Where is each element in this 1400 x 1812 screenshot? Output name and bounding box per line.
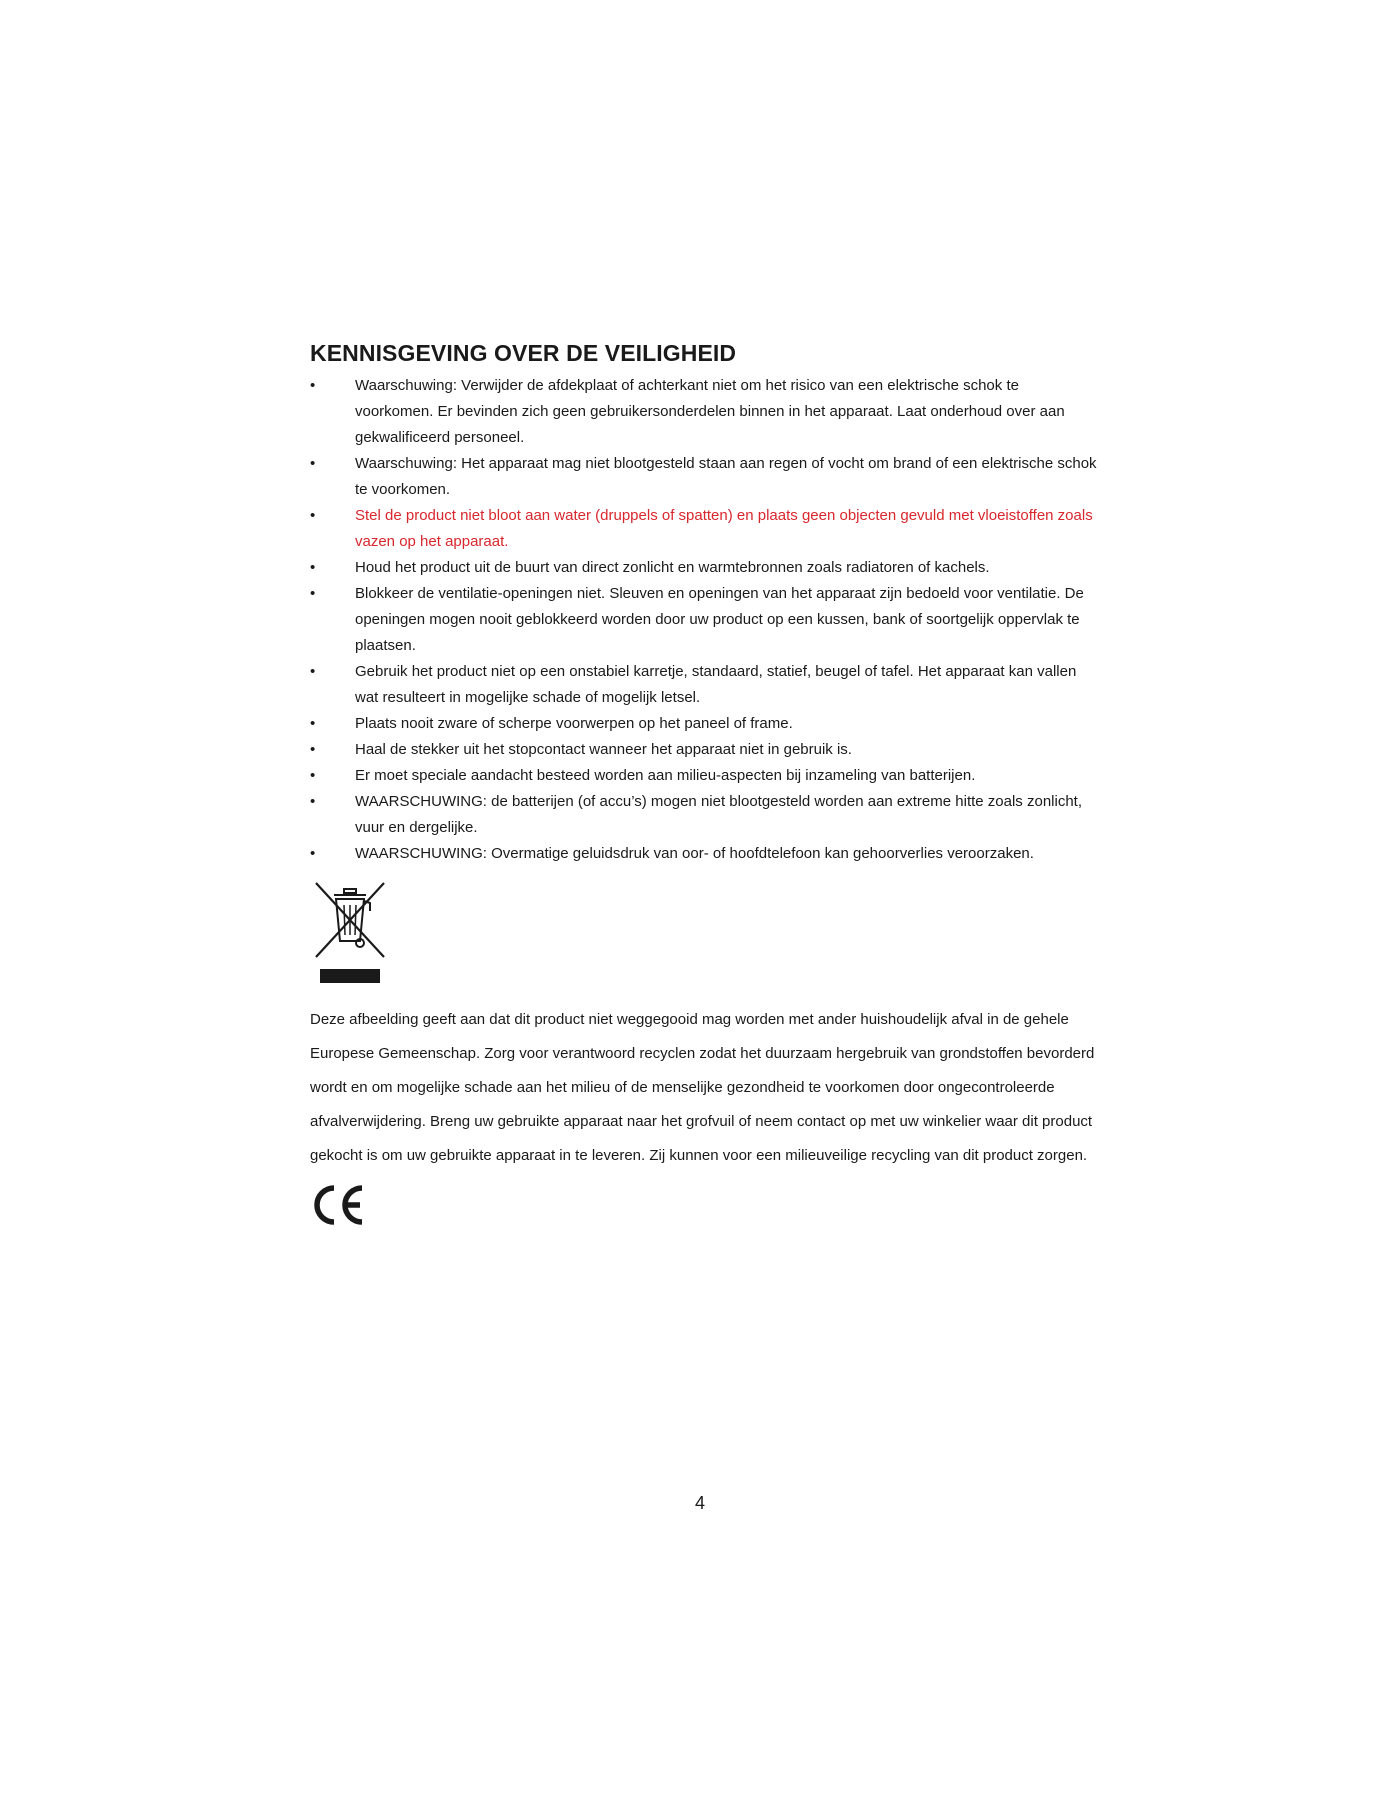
bullet-mark: • bbox=[310, 455, 316, 472]
bullet-text: Haal de stekker uit het stopcontact wanneer het apparaat niet in gebruik is. bbox=[355, 741, 852, 758]
bullet-text: Houd het product uit de buurt van direct zonlicht en warmtebronnen zoals radiatoren of kachels. bbox=[355, 559, 990, 576]
bullet-mark: • bbox=[310, 767, 316, 784]
page-title: KENNISGEVING OVER DE VEILIGHEID bbox=[310, 340, 737, 366]
bullet-text: Gebruik het product niet op een onstabiel karretje, standaard, statief, beugel of tafel. Het apparaat kan vallen wat resulteert in mogelijke schade of mogelijk letsel. bbox=[355, 663, 1077, 706]
bullet-mark: • bbox=[310, 845, 316, 862]
safety-bullet-list bbox=[310, 373, 1100, 867]
bullet-text: Er moet speciale aandacht besteed worden aan milieu-aspecten bij inzameling van batterijen. bbox=[355, 767, 976, 784]
safety-bullet-item bbox=[310, 555, 1100, 581]
safety-bullet-item bbox=[310, 763, 1100, 789]
bullet-mark: • bbox=[310, 377, 316, 394]
safety-bullet-item bbox=[310, 789, 1100, 841]
bullet-mark: • bbox=[310, 507, 316, 524]
page-number: 4 bbox=[694, 1493, 705, 1513]
bullet-text: WAARSCHUWING: Overmatige geluidsdruk van oor- of hoofdtelefoon kan gehoorverlies veroorzaken. bbox=[355, 845, 1034, 862]
safety-bullet-item bbox=[310, 737, 1100, 763]
bullet-mark: • bbox=[310, 585, 316, 602]
safety-bullet-item bbox=[310, 581, 1100, 659]
bullet-text: Plaats nooit zware of scherpe voorwerpen op het paneel of frame. bbox=[355, 715, 793, 732]
safety-bullet-item bbox=[310, 841, 1100, 867]
safety-notice-section bbox=[310, 340, 1100, 1232]
bullet-text: WAARSCHUWING: de batterijen (of accu’s) mogen niet blootgesteld worden aan extreme hitte zoals zonlicht, vuur en dergelijke. bbox=[355, 793, 1083, 836]
bullet-mark: • bbox=[310, 741, 316, 758]
bullet-mark: • bbox=[310, 793, 316, 810]
bullet-text: Waarschuwing: Het apparaat mag niet blootgesteld staan aan regen of vocht om brand of een elektrische schok te voorkomen. bbox=[355, 455, 1097, 498]
safety-bullet-item bbox=[310, 451, 1100, 503]
bullet-text: Stel de product niet bloot aan water (druppels of spatten) en plaats geen objecten gevuld met vloeistoffen zoals vazen op het apparaat. bbox=[355, 507, 1093, 550]
safety-bullet-item bbox=[310, 659, 1100, 711]
safety-bullet-item bbox=[310, 711, 1100, 737]
bullet-text: Waarschuwing: Verwijder de afdekplaat of achterkant niet om het risico van een elektrische schok te voorkomen. Er bevinden zich geen gebruikersonderdelen binnen in het apparaat. Laat onderhoud over aan gekwalificeerd personeel. bbox=[355, 377, 1065, 446]
ce-mark-icon bbox=[310, 1183, 366, 1227]
bullet-mark: • bbox=[310, 715, 316, 732]
disposal-paragraph: Deze afbeelding geeft aan dat dit product niet weggegooid mag worden met ander huishoudelijk afval in de gehele Europese Gemeenschap. Zorg voor verantwoord recyclen zodat het duurzaam hergebruik van grondstoffen bevorderd wordt en om mogelijke schade aan het milieu of de menselijke gezondheid te voorkomen door ongecontroleerde afvalverwijdering. Breng uw gebruikte apparaat naar het grofvuil of neem contact op met uw winkelier waar dit product gekocht is om uw gebruikte apparaat in te leveren. Zij kunnen voor een milieuveilige recycling van dit product zorgen. bbox=[310, 1011, 1095, 1164]
bullet-mark: • bbox=[310, 559, 316, 576]
bullet-text: Blokkeer de ventilatie-openingen niet. Sleuven en openingen van het apparaat zijn bedoeld voor ventilatie. De openingen mogen nooit geblokkeerd worden door uw product op een kussen, bank of soortgelijk oppervlak te plaatsen. bbox=[355, 585, 1084, 654]
bullet-mark: • bbox=[310, 663, 316, 680]
safety-bullet-item bbox=[310, 373, 1100, 451]
safety-bullet-item bbox=[310, 503, 1100, 555]
crossed-out-wheelie-bin-icon bbox=[312, 879, 388, 984]
